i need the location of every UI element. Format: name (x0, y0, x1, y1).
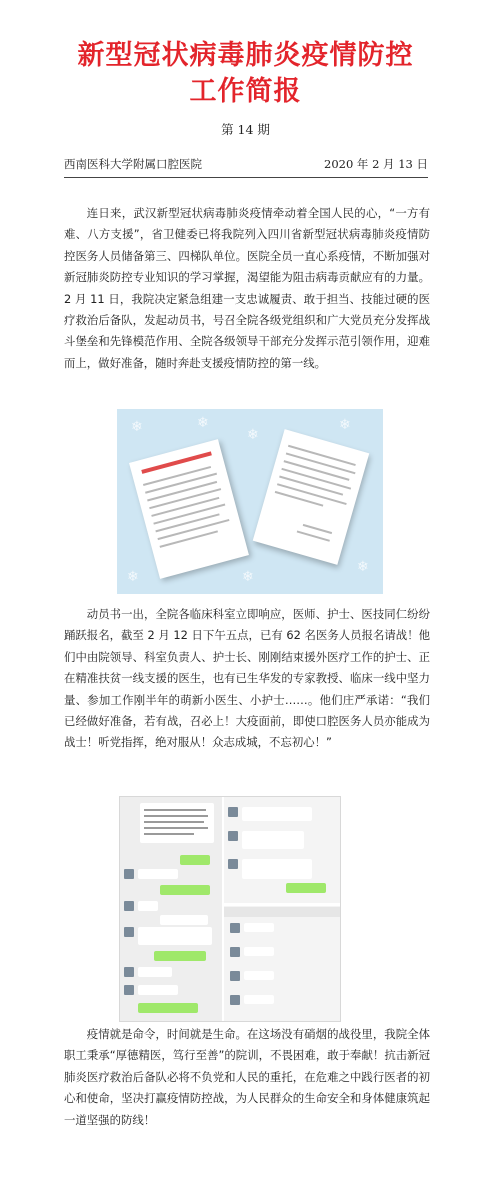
avatar (124, 901, 134, 911)
chat-bubble (242, 807, 312, 821)
avatar (230, 995, 240, 1005)
publish-date: 2020 年 2 月 13 日 (324, 157, 428, 171)
chat-header-bar (224, 907, 340, 917)
body-paragraph-1: 连日来，武汉新型冠状病毒肺炎疫情牵动着全国人民的心，“一方有难、八方支援”，省卫健委已将我院列入四川省新型冠状病毒肺炎疫情防控医务人员储备第三、四梯队单位。医院全员一直心系疫情，不断加强对新冠肺炎防控专业知识的学习掌握，渴望能为阻击病毒贡献应有的力量。2 月 11 日，我院决定紧急组建一支忠诚履责、敢于担当、技能过硬的医疗救治后备队，发起动员书，号召全院各级党组织和广大党员充分发挥战斗堡垒和先锋模范作用、全院各级领导干部充分发挥示范引领作用，迎难而上，做好准备，随时奔赴支援疫情防控的第一线。 (64, 206, 430, 370)
chat-bubble (244, 995, 274, 1004)
snowflake-decoration: ❄ (339, 417, 351, 433)
chat-bubble (244, 947, 274, 956)
snowflake-decoration: ❄ (127, 569, 139, 585)
chat-bubble (138, 967, 172, 977)
chat-bubble (138, 869, 178, 879)
avatar (230, 923, 240, 933)
chat-bubble (242, 831, 304, 849)
chat-bubble (138, 927, 212, 945)
snowflake-decoration: ❄ (357, 559, 369, 575)
avatar (124, 869, 134, 879)
document-title-line1: 新型冠状病毒肺炎疫情防控 (77, 40, 414, 71)
organization-name: 西南医科大学附属口腔医院 (64, 157, 202, 171)
snowflake-decoration: ❄ (197, 415, 209, 431)
avatar (228, 859, 238, 869)
chat-bubble-sent (286, 883, 326, 893)
avatar (230, 947, 240, 957)
chat-bubble (242, 859, 312, 879)
chat-bubble (138, 985, 178, 995)
chat-bubble-sent (180, 855, 210, 865)
snowflake-decoration: ❄ (242, 569, 254, 585)
chat-bubble (160, 915, 208, 925)
mobilization-letter-photo (117, 409, 383, 594)
chat-bubble-sent (154, 951, 206, 961)
chat-bubble (244, 971, 274, 980)
snowflake-decoration: ❄ (131, 419, 143, 435)
avatar (228, 807, 238, 817)
avatar (228, 831, 238, 841)
issue-number: 第 14 期 (221, 122, 270, 137)
body-paragraph-3: 疫情就是命令，时间就是生命。在这场没有硝烟的战役里，我院全体职工秉承“厚德精医，笃行至善”的院训，不畏困难，敢于奉献！抗击新冠肺炎医疗救治后备队必将不负党和人民的重托，在危难之中践行医者的初心和使命，坚决打赢疫情防控战，为人民群众的生命安全和身体健康筑起一道坚强的防线！ (64, 1027, 430, 1127)
chat-screenshot-left (120, 797, 222, 1021)
chat-screenshots-collage (119, 796, 341, 1022)
avatar (124, 927, 134, 937)
chat-bubble (244, 923, 274, 932)
masthead-meta (64, 156, 428, 174)
snowflake-decoration: ❄ (247, 427, 259, 443)
header-divider (64, 177, 428, 178)
document-paper-front (129, 439, 249, 579)
chat-bubble-sent (138, 1003, 198, 1013)
avatar (124, 985, 134, 995)
chat-bubble (138, 901, 158, 911)
avatar (230, 971, 240, 981)
chat-bubble-sent (160, 885, 210, 895)
document-title-line2: 工作简报 (189, 76, 302, 107)
body-paragraph-2: 动员书一出，全院各临床科室立即响应，医师、护士、医技同仁纷纷踊跃报名，截至 2 月 12 日下午五点，已有 62 名医务人员报名请战！他们中由院领导、科室负责人、护士长、刚刚结束援外医疗工作的护士、正在精准扶贫一线支援的医生，也有已生华发的专家教授、临床一线中坚力量、参加工作刚半年的萌新小医生、小护士……。他们庄严承诺：“我们已经做好准备，若有战，召必上！大疫面前，即使口腔医务人员亦能成为战士！听党指挥，绝对服从！众志成城，不忘初心！” (64, 607, 430, 750)
document-paper-back (253, 429, 370, 565)
avatar (124, 967, 134, 977)
